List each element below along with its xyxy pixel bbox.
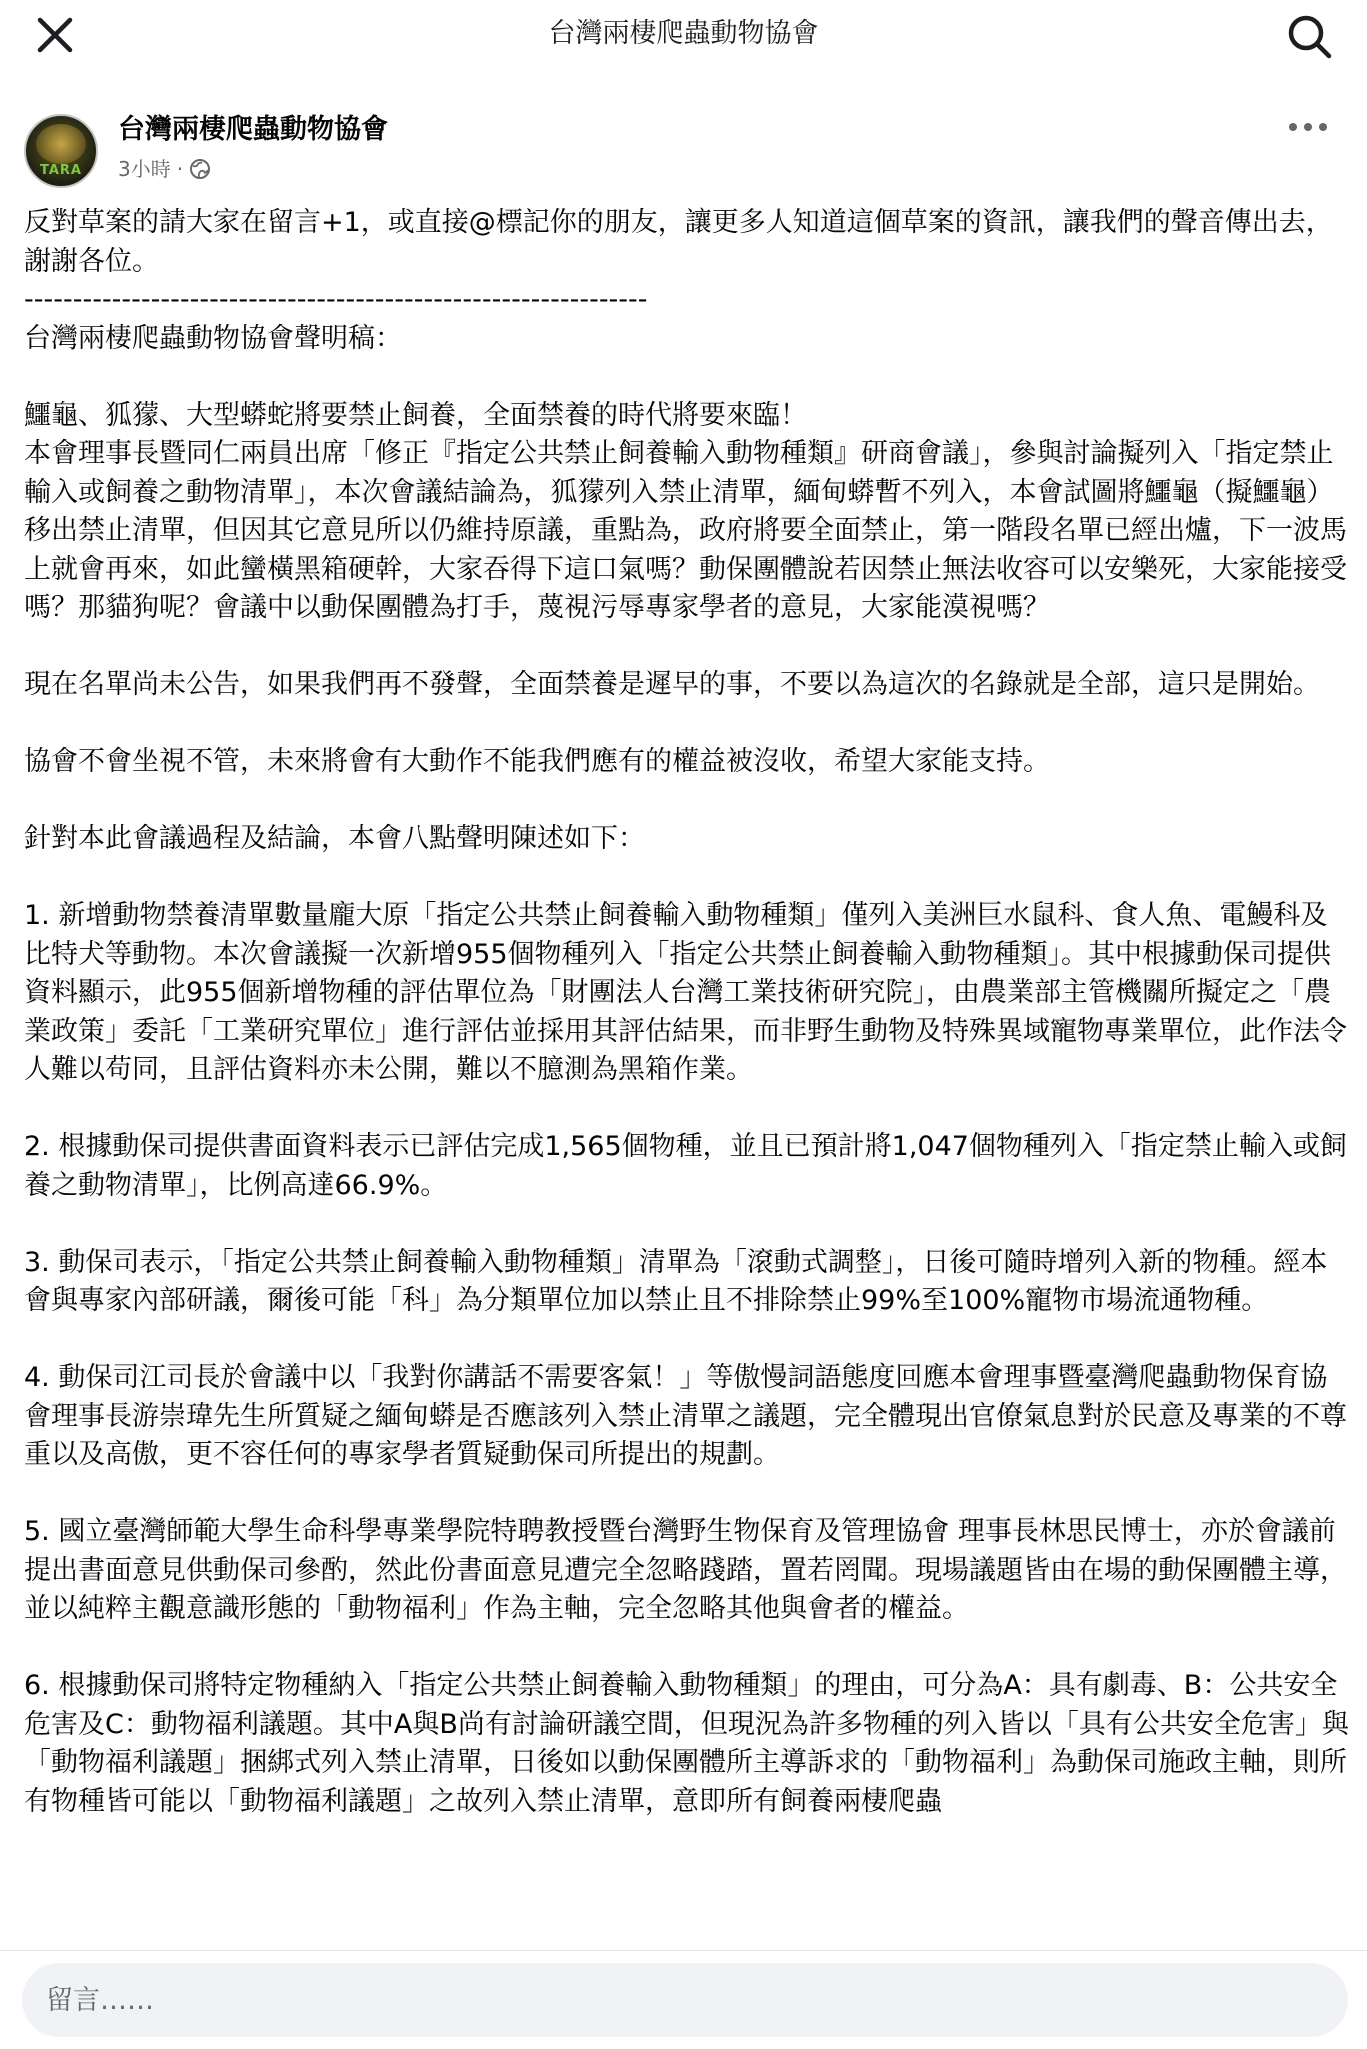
page-name[interactable]: 台灣兩棲爬蟲動物協會 — [118, 114, 388, 145]
globe-icon — [189, 158, 211, 180]
meta-separator: · — [176, 157, 184, 181]
comment-input[interactable] — [22, 1963, 1348, 2037]
post-time[interactable]: 3小時 — [118, 157, 171, 181]
avatar[interactable] — [24, 114, 98, 188]
search-icon[interactable] — [1285, 12, 1333, 60]
top-bar — [0, 0, 1367, 72]
close-icon[interactable] — [34, 14, 76, 56]
page-title: 台灣兩棲爬蟲動物協會 — [548, 18, 819, 49]
avatar-emblem — [36, 124, 86, 164]
post-meta — [118, 154, 211, 184]
comment-bar — [0, 1950, 1367, 2049]
avatar-logo-text: TARA — [40, 163, 82, 178]
more-icon[interactable] — [1285, 112, 1331, 142]
post-text: 反對草案的請大家在留言+1，或直接@標記你的朋友，讓更多人知道這個草案的資訊，讓我們的聲音傳出去，謝謝各位。 ---------------------------------------------------------------- 台灣兩棲爬蟲動物協會聲明稿： 鱷龜、狐獴、大型蟒蛇將要禁止飼養，全面禁養的時代將要來臨！ 本會理事長暨同仁兩員出席「修正『指定公共禁止飼養輸入動物種類』研商會議」，參與討論擬列入「指定禁止輸入或飼養之動物清單」，本次會議結論為，狐獴列入禁止清單，緬甸蟒暫不列入，本會試圖將鱷龜（擬鱷龜）移出禁止清單，但因其它意見所以仍維持原議，重點為，政府將要全面禁止，第一階段名單已經出爐，下一波馬上就會再來，如此蠻橫黑箱硬幹，大家吞得下這口氣嗎？動保團體說若因禁止無法收容可以安樂死，大家能接受嗎？那貓狗呢？會議中以動保團體為打手，蔑視污辱專家學者的意見，大家能漠視嗎？ 現在名單尚未公告，如果我們再不發聲，全面禁養是遲早的事，不要以為這次的名錄就是全部，這只是開始。 協會不會坐視不管，未來將會有大動作不能我們應有的權益被沒收，希望大家能支持。 針對本此會議過程及結論，本會八點聲明陳述如下： 1. 新增動物禁養清單數量龐大原「指定公共禁止飼養輸入動物種類」僅列入美洲巨水鼠科、食人魚、電鰻科及比特犬等動物。本次會議擬一次新增955個物種列入「指定公共禁止飼養輸入動物種類」。其中根據動保司提供資料顯示，此955個新增物種的評估單位為「財團法人台灣工業技術研究院」，由農業部主管機關所擬定之「農業政策」委託「工業研究單位」進行評估並採用其評估結果，而非野生動物及特殊異域寵物專業單位，此作法令人難以苟同，且評估資料亦未公開，難以不臆測為黑箱作業。 2. 根據動保司提供書面資料表示已評估完成1,565個物種，並且已預計將1,047個物種列入「指定禁止輸入或飼養之動物清單」，比例高達66.9%。 3. 動保司表示，「指定公共禁止飼養輸入動物種類」清單為「滾動式調整」，日後可隨時增列入新的物種。經本會與專家內部研議，爾後可能「科」為分類單位加以禁止且不排除禁止99%至100%寵物市場流通物種。 4. 動保司江司長於會議中以「我對你講話不需要客氣！」等傲慢詞語態度回應本會理事暨臺灣爬蟲動物保育協會理事長游崇瑋先生所質疑之緬甸蟒是否應該列入禁止清單之議題，完全體現出官僚氣息對於民意及專業的不尊重以及高傲，更不容任何的專家學者質疑動保司所提出的規劃。 5. 國立臺灣師範大學生命科學專業學院特聘教授暨台灣野生物保育及管理協會 理事長林思民博士，亦於會議前提出書面意見供動保司參酌，然此份書面意見遭完全忽略踐踏，置若罔聞。現場議題皆由在場的動保團體主導，並以純粹主觀意識形態的「動物福利」作為主軸，完全忽略其他與會者的權益。 6. 根據動保司將特定物種納入「指定公共禁止飼養輸入動物種類」的理由，可分為A：具有劇毒、B：公共安全危害及C：動物福利議題。其中A與B尚有討論研議空間，但現況為許多物種的列入皆以「具有公共安全危害」與「動物福利議題」捆綁式列入禁止清單，日後如以動保團體所主導訴求的「動物福利」為動保司施政主軸，則所有物種皆可能以「動物福利議題」之故列入禁止清單，意即所有飼養兩棲爬蟲 — [24, 207, 1349, 1817]
post-header — [24, 112, 1344, 196]
